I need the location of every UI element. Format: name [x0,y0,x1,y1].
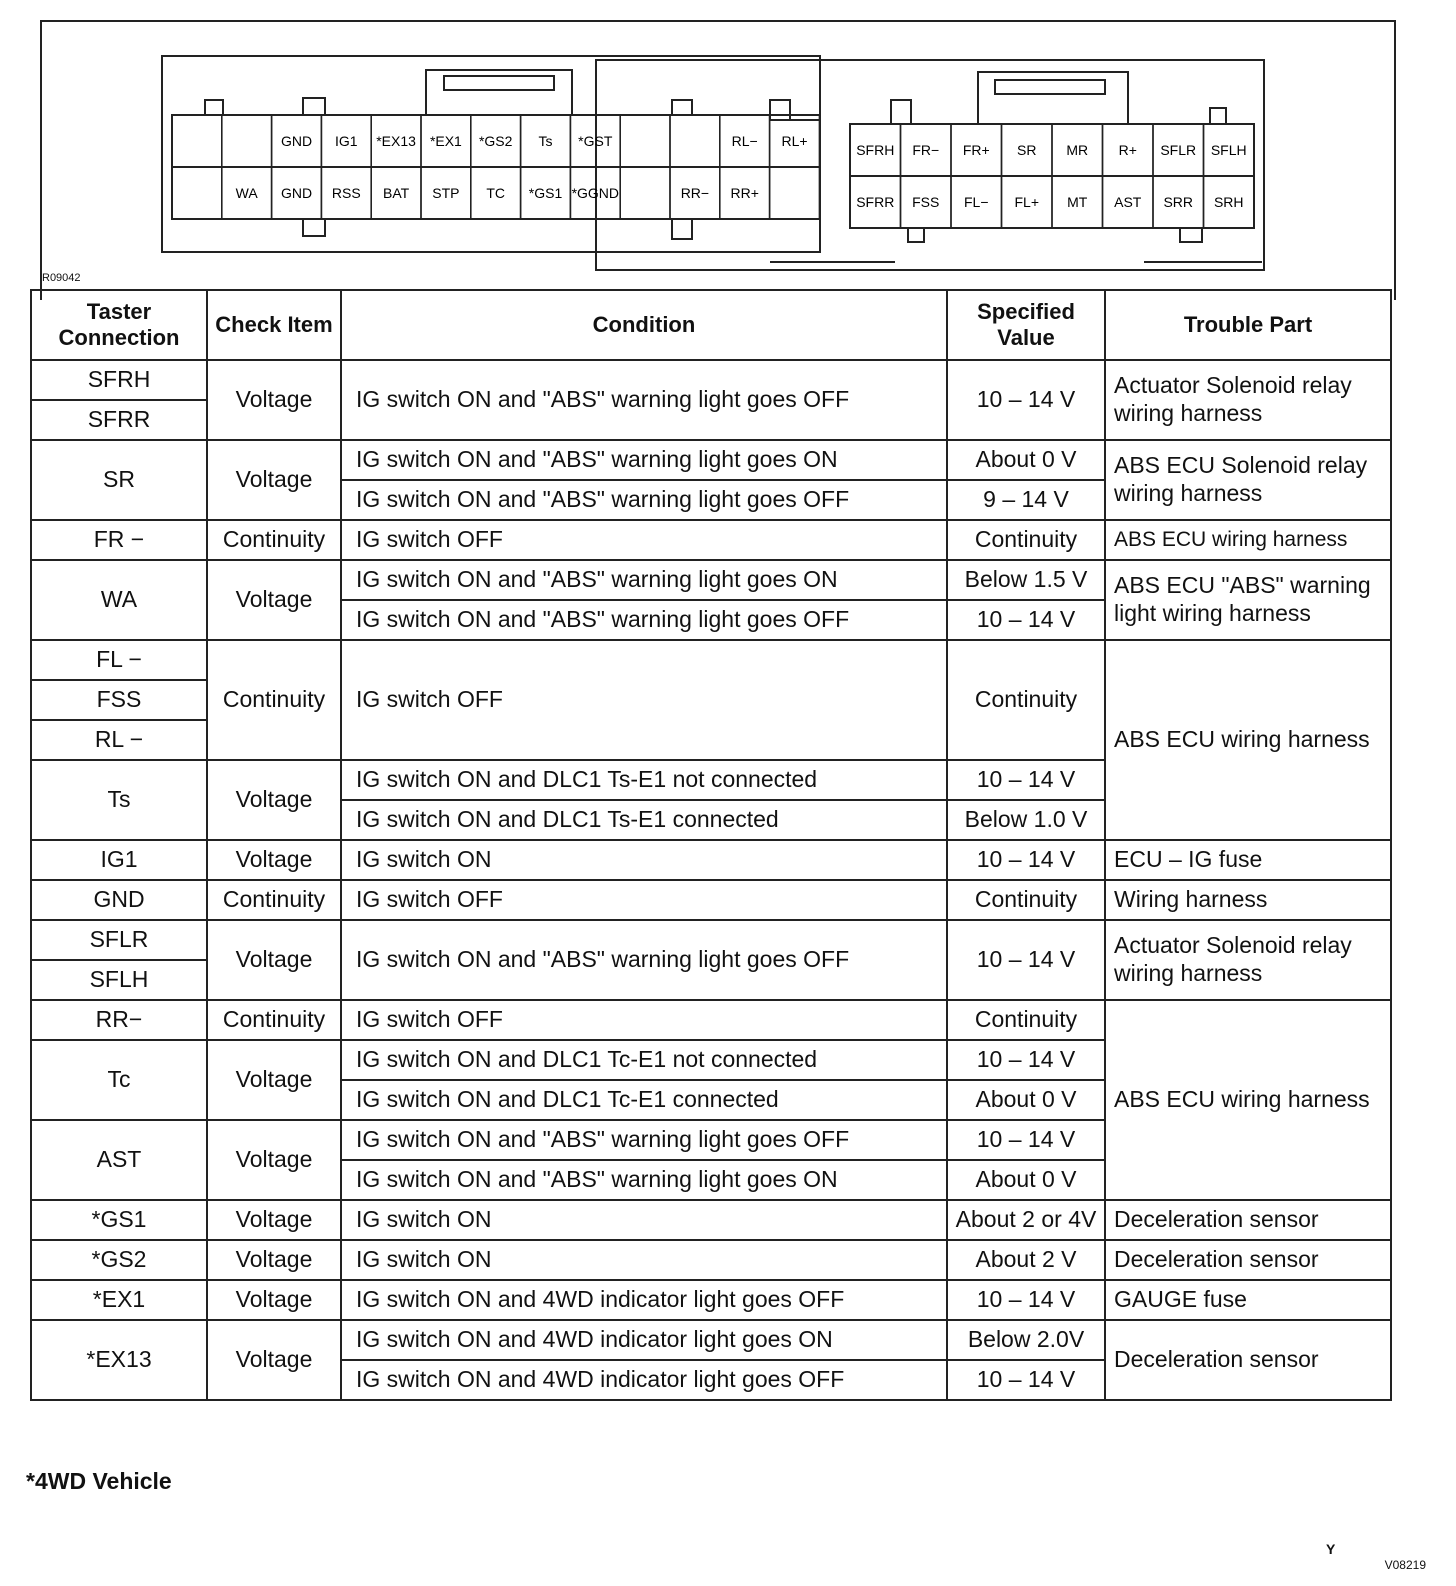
value-cell: Below 2.0V [947,1320,1105,1360]
connector-pin-label: TC [486,185,506,201]
value-cell: About 0 V [947,440,1105,480]
footer-mark: Y [1326,1541,1336,1557]
connection-cell: *EX1 [31,1280,207,1320]
connection-cell: FL − [31,640,207,680]
value-cell: 10 – 14 V [947,1360,1105,1400]
table-row [31,1320,1391,1360]
connector-pin-label: SFLR [1160,142,1197,158]
connector-pin-label: R+ [1118,142,1137,158]
connection-cell: Tc [31,1040,207,1120]
connection-cell: SFRH [31,360,207,400]
connector-pin-label: *GS2 [478,133,513,149]
table-row [31,440,1391,480]
table-row [31,1240,1391,1280]
condition-cell: IG switch ON and DLC1 Ts-E1 not connected [341,760,947,800]
connection-cell: WA [31,560,207,640]
condition-cell: IG switch ON and 4WD indicator light goes OFF [341,1280,947,1320]
table-row [31,840,1391,880]
condition-cell: IG switch ON [341,840,947,880]
connector-pin-label: RR− [680,185,710,201]
connector-pin-label: *GGND [571,185,620,201]
inspection-table [30,289,1392,1401]
trouble-cell: ABS ECU wiring harness [1105,520,1391,560]
trouble-cell: ECU – IG fuse [1105,840,1391,880]
connector-pin-cell [222,115,272,167]
table-header-row [31,290,1391,360]
figure-id: R09042 [42,272,81,284]
value-cell: 10 – 14 V [947,920,1105,1000]
connection-cell: SR [31,440,207,520]
connector-pin-label: STP [432,185,460,201]
trouble-cell: ABS ECU wiring harness [1105,1000,1391,1200]
condition-cell: IG switch ON [341,1200,947,1240]
trouble-cell: Deceleration sensor [1105,1320,1391,1400]
table-row [31,560,1391,600]
connector-pin-label: SRH [1213,194,1244,210]
connection-cell: SFLR [31,920,207,960]
connector-pin-label: SFRR [856,194,895,210]
trouble-cell: ABS ECU "ABS" warning light wiring harness [1105,560,1391,640]
condition-cell: IG switch ON and "ABS" warning light goes OFF [341,600,947,640]
check-item-cell: Continuity [207,520,341,560]
check-item-cell: Voltage [207,560,341,640]
condition-cell: IG switch ON [341,1240,947,1280]
connector-pin-cell [172,167,222,219]
value-cell: About 0 V [947,1080,1105,1120]
connection-cell: Ts [31,760,207,840]
connector-pin-label: AST [1114,194,1142,210]
connector-pin-label: RR+ [730,185,759,201]
value-cell: 10 – 14 V [947,1040,1105,1080]
connector-pin-label: MT [1067,194,1088,210]
col-header-connection: Taster Connection [31,290,207,360]
condition-cell: IG switch ON and "ABS" warning light goes OFF [341,360,947,440]
trouble-cell: GAUGE fuse [1105,1280,1391,1320]
value-cell: About 0 V [947,1160,1105,1200]
connector-pin-label: MR [1066,142,1089,158]
connector-pin-label: GND [280,185,313,201]
table-row [31,1280,1391,1320]
connection-cell: SFLH [31,960,207,1000]
table-row [31,520,1391,560]
col-header-condition: Condition [341,290,947,360]
condition-cell: IG switch OFF [341,1000,947,1040]
connection-cell: GND [31,880,207,920]
connector-pin-label: *GS1 [528,185,563,201]
condition-cell: IG switch ON and 4WD indicator light goes ON [341,1320,947,1360]
condition-cell: IG switch ON and "ABS" warning light goes ON [341,560,947,600]
value-cell: Below 1.5 V [947,560,1105,600]
check-item-cell: Voltage [207,1240,341,1280]
value-cell: 10 – 14 V [947,1280,1105,1320]
trouble-cell: Wiring harness [1105,880,1391,920]
connector-pin-cell [172,115,222,167]
trouble-cell: Deceleration sensor [1105,1200,1391,1240]
condition-cell: IG switch ON and DLC1 Tc-E1 connected [341,1080,947,1120]
value-cell: 10 – 14 V [947,360,1105,440]
check-item-cell: Voltage [207,1280,341,1320]
connection-cell: AST [31,1120,207,1200]
connector-pin-label: SR [1017,142,1037,158]
check-item-cell: Voltage [207,360,341,440]
check-item-cell: Continuity [207,1000,341,1040]
condition-cell: IG switch OFF [341,520,947,560]
value-cell: About 2 or 4V [947,1200,1105,1240]
connection-cell: SFRR [31,400,207,440]
condition-cell: IG switch OFF [341,640,947,760]
value-cell: Continuity [947,520,1105,560]
trouble-cell: ABS ECU wiring harness [1105,640,1391,840]
connector-pin-label: GND [280,133,313,149]
condition-cell: IG switch ON and 4WD indicator light goes OFF [341,1360,947,1400]
connector-pin-label: SFRH [856,142,895,158]
connection-cell: RR− [31,1000,207,1040]
check-item-cell: Voltage [207,1040,341,1120]
check-item-cell: Continuity [207,640,341,760]
connector-pin-label: SFLH [1210,142,1247,158]
connector-pin-label: *GST [578,133,613,149]
footnote: *4WD Vehicle [26,1468,172,1494]
condition-cell: IG switch ON and "ABS" warning light goes ON [341,1160,947,1200]
connector-pin-label: RL− [731,133,758,149]
trouble-cell: Deceleration sensor [1105,1240,1391,1280]
col-header-check-item: Check Item [207,290,341,360]
condition-cell: IG switch OFF [341,880,947,920]
check-item-cell: Voltage [207,760,341,840]
ecu-connector-diagram [0,0,1456,300]
connector-pin-label: WA [235,185,258,201]
table-row [31,360,1391,400]
connector-pin-label: *EX1 [429,133,462,149]
connector-pin-label: *EX13 [376,133,416,149]
connector-pin-cell [620,167,670,219]
table-row [31,1000,1391,1040]
check-item-cell: Voltage [207,840,341,880]
connector-pin-label: Ts [538,133,553,149]
condition-cell: IG switch ON and DLC1 Ts-E1 connected [341,800,947,840]
connector-pin-label: SRR [1163,194,1194,210]
value-cell: Continuity [947,1000,1105,1040]
value-cell: 10 – 14 V [947,600,1105,640]
connection-cell: RL − [31,720,207,760]
table-row [31,1200,1391,1240]
table-row [31,880,1391,920]
connection-cell: *GS1 [31,1200,207,1240]
trouble-cell: ABS ECU Solenoid relay wiring harness [1105,440,1391,520]
trouble-cell: Actuator Solenoid relay wiring harness [1105,360,1391,440]
connection-cell: *GS2 [31,1240,207,1280]
check-item-cell: Continuity [207,880,341,920]
connection-cell: FR − [31,520,207,560]
condition-cell: IG switch ON and "ABS" warning light goes OFF [341,920,947,1000]
value-cell: 10 – 14 V [947,840,1105,880]
connector-pin-label: RSS [331,185,361,201]
check-item-cell: Voltage [207,440,341,520]
check-item-cell: Voltage [207,1120,341,1200]
value-cell: About 2 V [947,1240,1105,1280]
condition-cell: IG switch ON and "ABS" warning light goes ON [341,440,947,480]
check-item-cell: Voltage [207,920,341,1000]
connector-pin-label: BAT [382,185,410,201]
value-cell: 10 – 14 V [947,1120,1105,1160]
footer-id: V08219 [1384,1558,1426,1572]
value-cell: 9 – 14 V [947,480,1105,520]
check-item-cell: Voltage [207,1200,341,1240]
connector-pin-label: FL+ [1014,194,1040,210]
value-cell: Continuity [947,880,1105,920]
connection-cell: IG1 [31,840,207,880]
connector-pin-label: FR+ [962,142,990,158]
connector-pin-label: FSS [912,194,940,210]
value-cell: Below 1.0 V [947,800,1105,840]
connector-pin-cell [770,167,820,219]
connector-pin-label: RL+ [781,133,808,149]
table-row [31,920,1391,960]
connector-pin-cell [620,115,670,167]
connection-cell: *EX13 [31,1320,207,1400]
col-header-specified-value: Specified Value [947,290,1105,360]
connection-cell: FSS [31,680,207,720]
connector-pin-label: FL− [963,194,989,210]
check-item-cell: Voltage [207,1320,341,1400]
col-header-trouble-part: Trouble Part [1105,290,1391,360]
connector-pin-label: FR− [912,142,940,158]
condition-cell: IG switch ON and DLC1 Tc-E1 not connected [341,1040,947,1080]
trouble-cell: Actuator Solenoid relay wiring harness [1105,920,1391,1000]
condition-cell: IG switch ON and "ABS" warning light goes OFF [341,1120,947,1160]
table-row [31,640,1391,680]
value-cell: 10 – 14 V [947,760,1105,800]
condition-cell: IG switch ON and "ABS" warning light goes OFF [341,480,947,520]
value-cell: Continuity [947,640,1105,760]
connector-pin-cell [670,115,720,167]
connector-pin-label: IG1 [335,133,358,149]
